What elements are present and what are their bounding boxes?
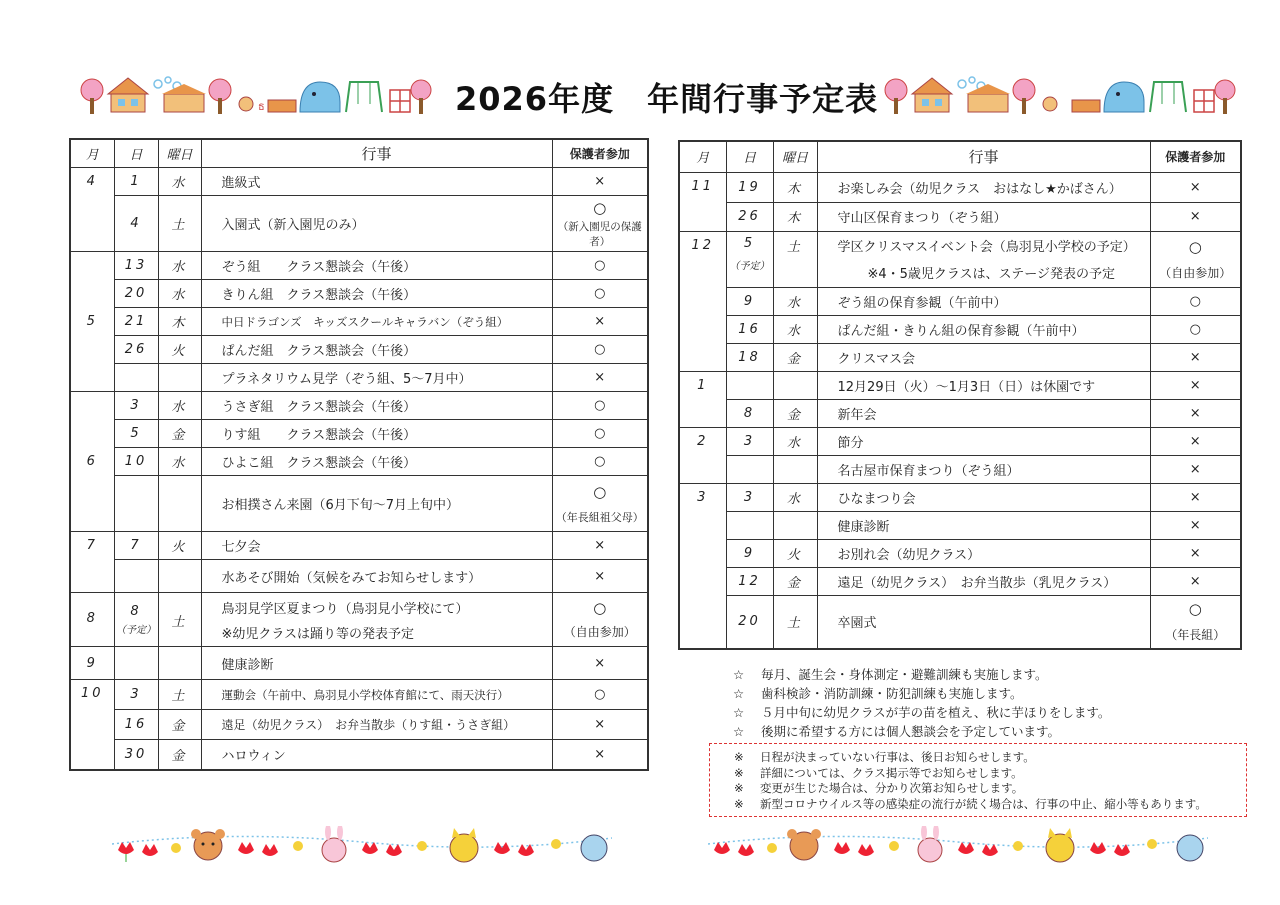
- table-row: [70, 364, 648, 392]
- event-cell: 節分: [817, 427, 1150, 455]
- notice-text: 新型コロナウイルス等の感染症の流行が続く場合は、行事の中止、縮小等もあります。: [760, 796, 1207, 811]
- table-row: [679, 539, 1241, 567]
- weekday-cell: [773, 455, 817, 483]
- parent-cell: ×: [1150, 427, 1241, 455]
- weekday-cell: 金: [158, 420, 201, 448]
- month-cell: 3: [679, 483, 726, 649]
- day-cell: 3: [726, 483, 773, 511]
- weekday-cell: 土: [158, 593, 201, 647]
- table-row: [679, 315, 1241, 343]
- event-line-2: ※幼児クラスは踊り等の発表予定: [221, 626, 415, 642]
- note-text: 歯科検診・消防訓練・防犯訓練も実施します。: [761, 686, 1023, 701]
- table-row: [70, 647, 648, 680]
- event-cell: 卒園式: [817, 595, 1150, 649]
- table-row: [70, 196, 648, 252]
- notice-text: 変更が生じた場合は、分かり次第お知らせします。: [760, 781, 1024, 795]
- day-cell: 20: [114, 280, 158, 308]
- notice-text: 日程が決まっていない行事は、後日お知らせします。: [760, 750, 1035, 764]
- weekday-cell: [158, 560, 201, 593]
- day-cell: 26: [726, 202, 773, 231]
- day-cell: 20: [726, 595, 773, 649]
- parent-cell: ×: [552, 168, 648, 196]
- day-cell: 26: [114, 336, 158, 364]
- elephant-slide-icon: [1104, 82, 1144, 112]
- swing-icon: [1150, 82, 1186, 112]
- month-cell: 11: [679, 172, 726, 231]
- parent-mark: ○: [593, 599, 607, 617]
- month-cell: 12: [679, 231, 726, 371]
- notice-box: [709, 743, 1247, 817]
- day-cell: 13: [114, 252, 158, 280]
- weekday-cell: 水: [158, 392, 201, 420]
- table-row: [679, 202, 1241, 231]
- event-cell: ひなまつり会: [817, 483, 1150, 511]
- weekday-cell: [158, 476, 201, 532]
- star-icon: ☆: [733, 667, 745, 682]
- day-cell: 3: [726, 427, 773, 455]
- reference-mark: ※: [734, 750, 744, 764]
- dog-icon: [1177, 835, 1203, 861]
- event-cell: 進級式: [201, 168, 552, 196]
- month-cell: 9: [70, 647, 114, 680]
- month-cell: 2: [679, 427, 726, 483]
- header-month: 月: [679, 141, 726, 172]
- table-row: [679, 483, 1241, 511]
- day-value: 5: [743, 235, 756, 251]
- flower-tree-icon: [209, 79, 231, 114]
- tulip-icon: [834, 842, 850, 854]
- day-cell: [114, 560, 158, 593]
- parent-cell: [1150, 595, 1241, 649]
- month-cell: 1: [679, 371, 726, 427]
- event-cell: クリスマス会: [817, 343, 1150, 371]
- table-header-row: [70, 139, 648, 168]
- flower-icon: [417, 841, 427, 851]
- weekday-cell: 水: [158, 448, 201, 476]
- table-row: [70, 252, 648, 280]
- table-row: [679, 427, 1241, 455]
- tulip-icon: [982, 844, 998, 856]
- flower-icon: [889, 841, 899, 851]
- parent-cell: ×: [1150, 511, 1241, 539]
- table-row: [70, 308, 648, 336]
- weekday-cell: 水: [158, 168, 201, 196]
- parent-note: （新入園児の保護者）: [557, 220, 642, 248]
- parent-cell: [1150, 231, 1241, 287]
- bear-icon: [191, 829, 225, 860]
- day-cell: 9: [726, 539, 773, 567]
- tulip-icon: [1090, 842, 1106, 854]
- snail-icon: [1043, 97, 1057, 111]
- parent-cell: ×: [1150, 343, 1241, 371]
- header-weekday: 曜日: [773, 141, 817, 172]
- day-cell: 4: [114, 196, 158, 252]
- cat-icon: [1046, 828, 1074, 862]
- event-cell: 遠足（幼児クラス） お弁当散歩（りす組・うさぎ組）: [201, 710, 552, 740]
- weekday-cell: 火: [158, 336, 201, 364]
- header-day: 日: [726, 141, 773, 172]
- event-cell: お別れ会（幼児クラス）: [817, 539, 1150, 567]
- table-row: [679, 595, 1241, 649]
- day-cell: [114, 364, 158, 392]
- parent-cell: ×: [552, 532, 648, 560]
- snail-icon: [239, 97, 265, 113]
- star-icon: ☆: [733, 686, 745, 701]
- parent-cell: ○: [1150, 287, 1241, 315]
- month-cell: 10: [70, 680, 114, 770]
- parent-cell: ×: [552, 364, 648, 392]
- parent-cell: ×: [1150, 172, 1241, 202]
- month-cell: 5: [70, 252, 114, 392]
- weekday-cell: 土: [158, 196, 201, 252]
- event-cell: ぞう組の保育参観（午前中）: [817, 287, 1150, 315]
- header-parent: 保護者参加: [552, 139, 648, 168]
- flower-icon: [171, 843, 181, 853]
- weekday-cell: [773, 371, 817, 399]
- table-row: [679, 231, 1241, 287]
- parent-cell: ×: [552, 560, 648, 593]
- event-line-1: 鳥羽見学区夏まつり（鳥羽見小学校にて）: [221, 601, 469, 617]
- parent-cell: ○: [1150, 315, 1241, 343]
- parent-cell: ○: [552, 252, 648, 280]
- day-cell: 16: [114, 710, 158, 740]
- event-cell: 12月29日（火）～1月3日（日）は休園です: [817, 371, 1150, 399]
- bear-icon: [787, 829, 821, 860]
- tulip-icon: [118, 842, 134, 862]
- day-cell: 10: [114, 448, 158, 476]
- tulip-icon: [958, 842, 974, 854]
- day-cell: [114, 593, 158, 647]
- day-note: （予定）: [116, 624, 156, 636]
- schedule-table-right: [678, 140, 1242, 650]
- note-item: [733, 665, 1110, 684]
- parent-mark: ○: [593, 198, 607, 217]
- table-row: [70, 593, 648, 647]
- event-cell: 水あそび開始（気候をみてお知らせします）: [201, 560, 552, 593]
- parent-cell: ○: [552, 448, 648, 476]
- tulip-icon: [142, 844, 158, 856]
- header-weekday: 曜日: [158, 139, 201, 168]
- parent-cell: ×: [1150, 202, 1241, 231]
- parent-cell: ×: [552, 647, 648, 680]
- fence-icon: [268, 100, 296, 112]
- weekday-cell: 金: [158, 710, 201, 740]
- parent-mark: ○: [1188, 600, 1202, 619]
- parent-cell: ×: [552, 308, 648, 336]
- svg-text:ธ: ธ: [258, 100, 265, 113]
- rabbit-icon: [322, 826, 346, 862]
- table-row: [679, 172, 1241, 202]
- day-cell: [726, 371, 773, 399]
- weekday-cell: 火: [773, 539, 817, 567]
- month-cell: 4: [70, 168, 114, 252]
- notes-list: [733, 665, 1110, 741]
- dog-icon: [581, 835, 607, 861]
- table-row: [70, 476, 648, 532]
- parent-note: （自由参加）: [1159, 265, 1232, 280]
- weekday-cell: 木: [773, 202, 817, 231]
- note-item: [733, 722, 1110, 741]
- event-cell: 遠足（幼児クラス） お弁当散歩（乳児クラス）: [817, 567, 1150, 595]
- note-text: 後期に希望する方には個人懇談会を予定しています。: [761, 724, 1061, 739]
- event-cell: ぞう組 クラス懇談会（午後）: [201, 252, 552, 280]
- weekday-cell: 土: [158, 680, 201, 710]
- day-cell: [114, 476, 158, 532]
- weekday-cell: 水: [773, 315, 817, 343]
- parent-note: （年長組祖父母）: [555, 510, 644, 524]
- event-cell: ぱんだ組・きりん組の保育参観（午前中）: [817, 315, 1150, 343]
- weekday-cell: 水: [158, 252, 201, 280]
- note-item: [733, 703, 1110, 722]
- event-cell: ハロウィン: [201, 740, 552, 770]
- day-value: 8: [130, 603, 142, 619]
- tulip-icon: [738, 844, 754, 856]
- table-row: [679, 371, 1241, 399]
- note-item: [733, 684, 1110, 703]
- event-cell: [201, 593, 552, 647]
- top-decoration-right: [882, 72, 1236, 118]
- star-icon: ☆: [733, 705, 745, 720]
- swing-icon: [346, 82, 382, 112]
- flower-tree-icon: [1013, 79, 1035, 114]
- event-cell: 中日ドラゴンズ キッズスクールキャラバン（ぞう組）: [201, 308, 552, 336]
- event-line-1: 学区クリスマスイベント会（鳥羽見小学校の予定）: [837, 240, 1136, 255]
- event-cell: [817, 231, 1150, 287]
- flower-tree-icon: [885, 79, 907, 114]
- day-cell: 18: [726, 343, 773, 371]
- parent-cell: ○: [552, 420, 648, 448]
- event-cell: お楽しみ会（幼児クラス おはなし★かばさん）: [817, 172, 1150, 202]
- school-icon: [966, 84, 1010, 112]
- bottom-decoration-left: [112, 826, 612, 866]
- header-parent: 保護者参加: [1150, 141, 1241, 172]
- event-cell: 入園式（新入園児のみ）: [201, 196, 552, 252]
- day-cell: 8: [726, 399, 773, 427]
- day-note: （予定）: [729, 260, 770, 272]
- table-row: [679, 455, 1241, 483]
- weekday-cell: 金: [773, 343, 817, 371]
- rabbit-icon: [918, 826, 942, 862]
- flower-icon: [1147, 839, 1157, 849]
- weekday-cell: [158, 647, 201, 680]
- tulip-icon: [494, 842, 510, 854]
- tulip-icon: [386, 844, 402, 856]
- parent-cell: ○: [552, 280, 648, 308]
- notice-item: [734, 781, 1246, 797]
- month-cell: 8: [70, 593, 114, 647]
- parent-cell: ×: [1150, 371, 1241, 399]
- table-row: [70, 680, 648, 710]
- day-cell: 7: [114, 532, 158, 560]
- flower-tree-icon: [1215, 80, 1235, 114]
- parent-cell: ○: [552, 392, 648, 420]
- weekday-cell: [773, 511, 817, 539]
- reference-mark: ※: [734, 781, 744, 795]
- parent-cell: ×: [552, 710, 648, 740]
- table-row: [70, 336, 648, 364]
- parent-cell: ×: [1150, 455, 1241, 483]
- table-row: [70, 740, 648, 770]
- table-row: [679, 343, 1241, 371]
- day-cell: [726, 231, 773, 287]
- event-cell: 名古屋市保育まつり（ぞう組）: [817, 455, 1150, 483]
- jungle-gym-icon: [390, 90, 410, 112]
- event-cell: プラネタリウム見学（ぞう組、5～7月中）: [201, 364, 552, 392]
- flower-tree-icon: [411, 80, 431, 114]
- school-icon: [162, 84, 206, 112]
- reference-mark: ※: [734, 765, 744, 780]
- month-cell: 6: [70, 392, 114, 532]
- table-row: [70, 532, 648, 560]
- star-icon: ☆: [733, 724, 745, 739]
- cat-icon: [450, 828, 478, 862]
- tulip-icon: [362, 842, 378, 854]
- table-header-row: [679, 141, 1241, 172]
- notice-item: [734, 766, 1246, 782]
- event-cell: 健康診断: [817, 511, 1150, 539]
- day-cell: 30: [114, 740, 158, 770]
- day-cell: 9: [726, 287, 773, 315]
- parent-cell: [552, 196, 648, 252]
- flower-icon: [767, 843, 777, 853]
- notice-item: [734, 750, 1246, 766]
- event-cell: りす組 クラス懇談会（午後）: [201, 420, 552, 448]
- weekday-cell: 水: [158, 280, 201, 308]
- flower-icon: [293, 841, 303, 851]
- header-day: 日: [114, 139, 158, 168]
- table-row: [70, 420, 648, 448]
- table-row: [70, 168, 648, 196]
- event-line-2: ※4・5歳児クラスは、ステージ発表の予定: [867, 267, 1116, 282]
- weekday-cell: 金: [773, 399, 817, 427]
- day-cell: 3: [114, 392, 158, 420]
- parent-cell: ○: [552, 680, 648, 710]
- weekday-cell: 水: [773, 427, 817, 455]
- note-text: ５月中旬に幼児クラスが芋の苗を植え、秋に芋ほりをします。: [761, 705, 1111, 720]
- table-row: [70, 392, 648, 420]
- event-cell: きりん組 クラス懇談会（午後）: [201, 280, 552, 308]
- event-cell: 健康診断: [201, 647, 552, 680]
- weekday-cell: 土: [773, 231, 817, 287]
- tulip-icon: [238, 842, 254, 854]
- day-cell: 16: [726, 315, 773, 343]
- header-month: 月: [70, 139, 114, 168]
- parent-cell: [552, 593, 648, 647]
- table-row: [679, 287, 1241, 315]
- parent-cell: ×: [1150, 483, 1241, 511]
- bottom-decoration-right: [708, 826, 1208, 866]
- reference-mark: ※: [734, 796, 744, 811]
- day-cell: [726, 511, 773, 539]
- day-cell: 12: [726, 567, 773, 595]
- weekday-cell: [158, 364, 201, 392]
- note-text: 毎月、誕生会・身体測定・避難訓練も実施します。: [761, 667, 1048, 682]
- table-row: [679, 567, 1241, 595]
- day-cell: 19: [726, 172, 773, 202]
- event-cell: お相撲さん来園（6月下旬～7月上旬中）: [201, 476, 552, 532]
- elephant-slide-icon: [300, 82, 340, 112]
- day-cell: 3: [114, 680, 158, 710]
- event-cell: ぱんだ組 クラス懇談会（午後）: [201, 336, 552, 364]
- weekday-cell: 木: [158, 308, 201, 336]
- table-row: [679, 511, 1241, 539]
- table-row: [70, 448, 648, 476]
- table-row: [70, 280, 648, 308]
- parent-cell: [552, 476, 648, 532]
- flower-icon: [1013, 841, 1023, 851]
- schedule-table-left: [69, 138, 649, 771]
- jungle-gym-icon: [1194, 90, 1214, 112]
- weekday-cell: 土: [773, 595, 817, 649]
- flower-icon: [551, 839, 561, 849]
- house-icon: [912, 78, 952, 112]
- weekday-cell: 水: [773, 483, 817, 511]
- table-row: [70, 710, 648, 740]
- day-cell: 1: [114, 168, 158, 196]
- header-event: 行事: [201, 139, 552, 168]
- event-cell: 運動会（午前中、鳥羽見小学校体育館にて、雨天決行）: [201, 680, 552, 710]
- table-row: [679, 399, 1241, 427]
- fence-icon: [1072, 100, 1100, 112]
- parent-cell: ○: [552, 336, 648, 364]
- event-cell: うさぎ組 クラス懇談会（午後）: [201, 392, 552, 420]
- tulip-icon: [262, 844, 278, 856]
- notice-text: 詳細については、クラス掲示等でお知らせします。: [760, 765, 1023, 780]
- notice-item: [734, 797, 1246, 813]
- house-icon: [108, 78, 148, 112]
- weekday-cell: 金: [773, 567, 817, 595]
- table-row: [70, 560, 648, 593]
- header-event: 行事: [817, 141, 1150, 172]
- parent-cell: ×: [1150, 539, 1241, 567]
- day-cell: [726, 455, 773, 483]
- parent-cell: ×: [1150, 567, 1241, 595]
- event-cell: 新年会: [817, 399, 1150, 427]
- top-decoration-left: [78, 72, 432, 118]
- tulip-icon: [714, 842, 730, 854]
- page-title: 2026年度 年間行事予定表: [455, 80, 879, 118]
- parent-mark: ○: [593, 482, 607, 501]
- weekday-cell: 水: [773, 287, 817, 315]
- month-cell: 7: [70, 532, 114, 593]
- weekday-cell: 木: [773, 172, 817, 202]
- day-cell: [114, 647, 158, 680]
- tulip-icon: [858, 844, 874, 856]
- weekday-cell: 火: [158, 532, 201, 560]
- parent-cell: ×: [1150, 399, 1241, 427]
- event-cell: 守山区保育まつり（ぞう組）: [817, 202, 1150, 231]
- parent-note: （年長組）: [1165, 628, 1226, 643]
- parent-cell: ×: [552, 740, 648, 770]
- parent-note: （自由参加）: [563, 625, 636, 639]
- weekday-cell: 金: [158, 740, 201, 770]
- day-cell: 21: [114, 308, 158, 336]
- event-cell: ひよこ組 クラス懇談会（午後）: [201, 448, 552, 476]
- day-cell: 5: [114, 420, 158, 448]
- flower-tree-icon: [81, 79, 103, 114]
- event-cell: 七夕会: [201, 532, 552, 560]
- parent-mark: ○: [1188, 237, 1202, 256]
